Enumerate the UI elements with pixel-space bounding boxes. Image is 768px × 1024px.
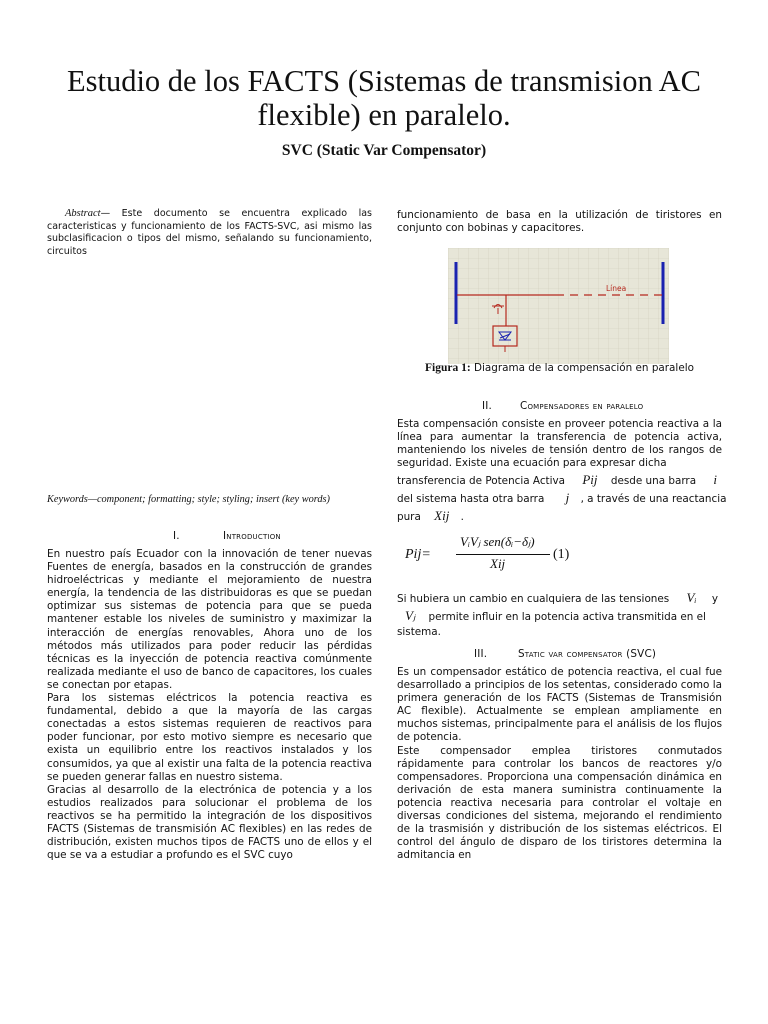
subtitle-text: SVC (Static Var Compensator) — [281, 142, 487, 159]
figure-caption-text: Diagrama de la compensación en paralelo — [470, 362, 694, 374]
section-heading-compensadores — [482, 400, 643, 412]
equation-1 — [405, 534, 585, 574]
paper-title: Estudio de los FACTS (Sistemas de transmision AC flexible) en paralelo. — [66, 64, 702, 132]
math-line-1 — [397, 472, 717, 488]
equation-numerator: VᵢVⱼ sen(δᵢ−δⱼ) — [460, 534, 535, 549]
section-number: II. — [482, 400, 493, 412]
variable-pij: Pij — [582, 472, 598, 487]
variable-i: i — [713, 472, 718, 487]
text-run: pura — [397, 511, 421, 523]
right-column-continuation: funcionamiento de basa en la utilización de tiristores en conjunto con bobinas y capacitores. — [397, 209, 722, 235]
text-run: Si hubiera un cambio en cualquiera de las tensiones — [397, 593, 670, 605]
keywords: Keywords—component; formatting; style; styling; insert (key words) — [47, 494, 330, 505]
paragraph: Para los sistemas eléctricos la potencia reactiva es fundamental, debido a que la mayoría de las cargas conectadas a estos sistemas requieren de reactivos para poder funcionar, por esto motivo siempre es necesario que exista un equilibrio entre los reactivos instalados y los consumidos, ya que al existir una falta de la potencia reactiva se pueden generar fallas en nuestro sistema. — [47, 692, 372, 783]
text-run: , a través de una reactancia — [580, 493, 727, 505]
equation-lhs: Pij= — [405, 547, 431, 562]
variable-xij: Xij — [434, 508, 450, 523]
abstract-text: — Este documento se encuentra explicado las caracteristicas y funcionamiento de los FACTS-SVC, asi mismo las subclasificacion o tipos del mismo, señalando su funcionamiento, circuitos — [47, 208, 372, 257]
voltage-line-2 — [397, 608, 706, 624]
section-title: Compensadores en paralelo — [520, 400, 644, 412]
diagram-grid — [448, 248, 669, 364]
svc-body — [397, 666, 722, 862]
section-title: Static var compensator (SVC) — [518, 648, 657, 660]
text-run: desde una barra — [610, 475, 697, 487]
section-number: I. — [173, 530, 180, 542]
abstract-label: Abstract — [65, 208, 101, 219]
text-run: del sistema hasta otra barra — [397, 493, 545, 505]
paragraph: Gracias al desarrollo de la electrónica de potencia y a los estudios realizados para solucionar el problema de los reactivos se ha permitido la integración de los dispositivos FACTS (Sistemas de transmisión AC flexibles) en las redes de distribución, existen muchos tipos de FACTS uno de ellos y el que se va a estudiar a profundo es el SVC cuyo — [47, 783, 372, 862]
paper-subtitle — [40, 142, 728, 160]
fraction-bar — [456, 554, 550, 555]
figure-caption-label: Figura 1: — [425, 362, 471, 374]
paragraph: Este compensador emplea tiristores conmutados rápidamente para controlar los bancos de reactores y/o compensadores. Proporciona una compensación dinámica en derivación de esta manera suministra continuamente la potencia reactiva necesaria para controlar el voltaje en diversas condiciones del sistema, mejorando el rendimiento de la trasmisión y distribución de los sistemas eléctricos. El control del ángulo de disparo de los tiristores determina la admitancia en — [397, 744, 722, 862]
line-label: Línea — [606, 284, 627, 293]
figure-caption — [397, 362, 722, 374]
text-run: y — [711, 593, 718, 605]
variable-j: j — [565, 490, 570, 505]
introduction-body — [47, 548, 372, 862]
text-run: . — [460, 511, 464, 523]
variable-vj: Vⱼ — [405, 608, 416, 623]
section-number: III. — [474, 648, 488, 660]
equation-number: (1) — [553, 547, 570, 562]
parallel-compensation-diagram — [448, 248, 669, 364]
abstract — [47, 208, 372, 258]
section-heading-svc — [474, 648, 656, 660]
voltage-line-1 — [397, 590, 722, 606]
section-heading-introduction — [173, 530, 281, 542]
compensadores-paragraph: Esta compensación consiste en proveer potencia reactiva a la línea para aumentar la transferencia de potencia activa, manteniendo los niveles de tensión dentro de los rangos de seguridad. Existe una ecuación para expresar dicha — [397, 418, 722, 470]
paragraph: En nuestro país Ecuador con la innovación de tener nuevas Fuentes de energía, basados en la construcción de grandes hidroeléctricas y mediante el mejoramiento de nuestra energía, la tendencia de las distribuidoras es que se puedan optimizar sus sistemas de potencia para que se pueda mantener estable los niveles de suministro y maximizar la interacción de energías renovables, Ahora uno de los métodos más utilizados para poder reducir las pérdidas técnicas es la inyección de potencia reactiva comúnmente realizada mediante el uso de banco de capacitores, los cuales se conectan por etapas. — [47, 548, 372, 691]
variable-vi: Vᵢ — [686, 590, 697, 605]
equation-denominator: Xij — [490, 556, 506, 571]
math-line-2 — [397, 490, 726, 506]
text-run: permite influir en la potencia activa transmitida en el — [428, 611, 706, 623]
text-run: transferencia de Potencia Activa — [397, 475, 566, 487]
voltage-line-3: sistema. — [397, 626, 441, 638]
section-title: Introduction — [223, 530, 281, 542]
math-line-3 — [397, 508, 464, 524]
paragraph: Es un compensador estático de potencia reactiva, el cual fue desarrollado a principios de los setentas, considerado como la primera generación de los FACTS (Sistemas de Transmisión AC flexible). Actualmente se emplean ampliamente en muchos sistemas, principalmente para el análisis de los flujos de potencia. — [397, 666, 722, 744]
